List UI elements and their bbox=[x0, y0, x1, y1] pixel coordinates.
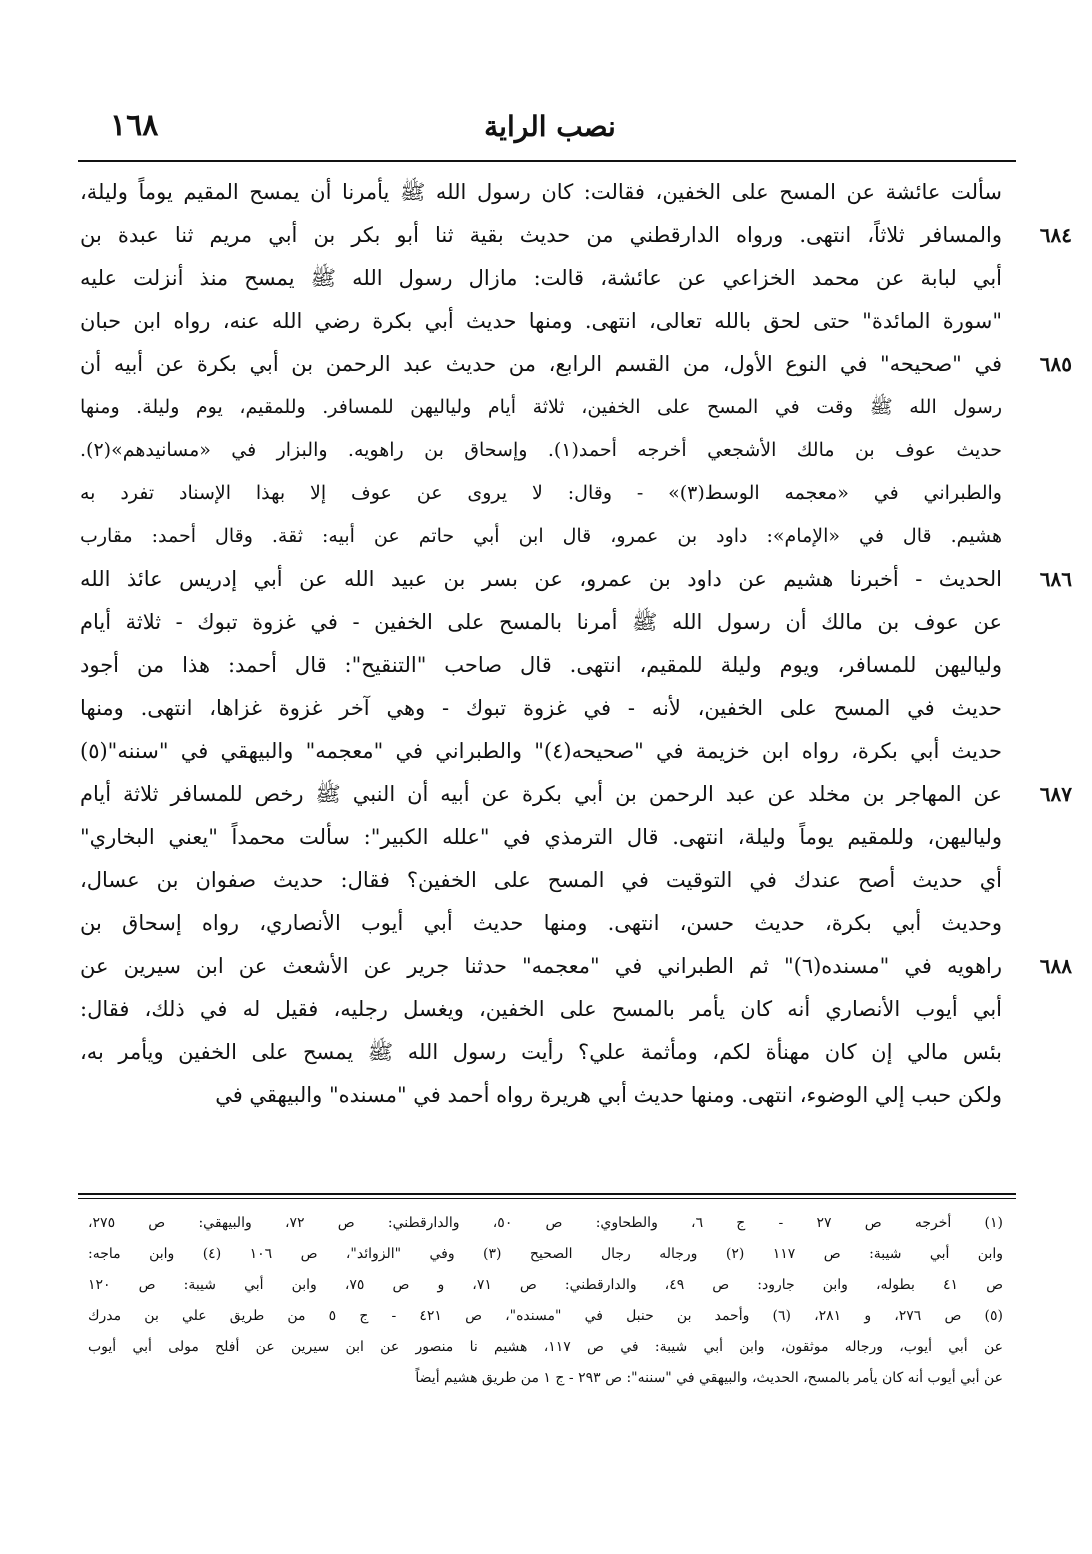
page-number: ١٦٨ bbox=[110, 108, 159, 143]
text-line bbox=[70, 258, 1020, 301]
text-line bbox=[70, 860, 1020, 903]
text-line bbox=[70, 903, 1020, 946]
footnote-line: وابن أبي شيبة: ص ١١٧ (٢) ورجاله رجال الصحيح (٣) وفي "الزوائد"، ص ١٠٦ (٤) وابن ماجه: bbox=[88, 1246, 1003, 1262]
hadith-number: ٦٨٨ bbox=[1039, 954, 1072, 978]
footnote-line: عن أبي أيوب أنه كان يأمر بالمسح، الحديث، والبيهقي في "سننه": ص ٢٩٣ - ج ١ من طريق هشيم أيضاً bbox=[415, 1370, 1003, 1386]
line-text: في "صحيحه" في النوع الأول، من القسم الرابع، من حديث عبد الرحمن بن أبي بكرة عن أبيه أن bbox=[80, 352, 1002, 376]
text-line bbox=[70, 172, 1020, 215]
text-line bbox=[70, 559, 1072, 602]
text-line bbox=[70, 387, 1020, 430]
text-line bbox=[70, 516, 1020, 559]
text-line bbox=[70, 430, 1020, 473]
line-text: أبي لبابة عن محمد الخزاعي عن عائشة، قالت: مازال رسول الله ﷺ يمسح منذ أنزلت عليه bbox=[80, 266, 1002, 290]
line-text: هشيم. قال في «الإمام»: داود بن عمرو، قال ابن أبي حاتم عن أبيه: ثقة. وقال أحمد: مقارب bbox=[80, 525, 1002, 547]
hadith-number: ٦٨٧ bbox=[1039, 782, 1072, 806]
text-line bbox=[70, 1075, 1020, 1118]
footnote-line: (١) أخرجه ص ٢٧ - ج ٦، والطحاوي: ص ٥٠، والدارقطني: ص ٧٢، والبيهقي: ص ٢٧٥، bbox=[88, 1215, 1003, 1231]
footnote-line: عن أبي أيوب، ورجاله موثقون، وابن أبي شيبة: في ص ١١٧، هشيم نا منصور عن ابن سيرين عن أفلح مولى أبي أيوب bbox=[88, 1339, 1003, 1355]
line-text: عن عوف بن مالك أن رسول الله ﷺ أمرنا بالمسح على الخفين - في غزوة تبوك - ثلاثة أيام bbox=[80, 610, 1002, 634]
footnote-line: ص ٤١ بطوله، وابن جارود: ص ٤٩، والدارقطني: ص ٧١، و ص ٧٥، وابن أبي شيبة: ص ١٢٠ bbox=[88, 1277, 1003, 1293]
text-line bbox=[70, 473, 1020, 516]
text-line bbox=[70, 301, 1020, 344]
line-text: رسول الله ﷺ وقت في المسح على الخفين، ثلاثة أيام ولياليهن للمسافر. وللمقيم، يوم وليلة. ومنها bbox=[80, 396, 1002, 418]
line-text: ولياليهن للمسافر، ويوم وليلة للمقيم، انتهى. قال صاحب "التنقيح": قال أحمد: هذا من أجود bbox=[80, 653, 1002, 677]
footnote-separator bbox=[78, 1193, 1016, 1195]
line-text: حديث أبي بكرة، رواه ابن خزيمة في "صحيحه(٤)" والطبراني في "معجمه" والبيهقي في "سننه"(٥) bbox=[80, 739, 1002, 763]
line-text: راهويه في "مسنده(٦)" ثم الطبراني في "معجمه" حدثنا جرير عن الأشعث عن ابن سيرين عن bbox=[80, 954, 1002, 978]
hadith-number: ٦٨٥ bbox=[1039, 352, 1072, 376]
text-line bbox=[70, 731, 1020, 774]
footnote-line: (٥) ص ٢٧٦، و ٢٨١، (٦) وأحمد بن حنبل في "مسنده"، ص ٤٢١ - ج ٥ من طريق علي بن مدرك bbox=[88, 1308, 1003, 1324]
hadith-number: ٦٨٤ bbox=[1039, 223, 1072, 247]
line-text: "سورة المائدة" حتى لحق بالله تعالى، انتهى. ومنها حديث أبي بكرة رضي الله عنه، رواه ابن حبان bbox=[80, 309, 1002, 333]
line-text: ولياليهن، وللمقيم يوماً وليلة، انتهى. قال الترمذي في "علله الكبير": سألت محمداً "يعني البخاري" bbox=[80, 825, 1002, 849]
text-line bbox=[70, 817, 1020, 860]
line-text: حديث في المسح على الخفين، لأنه - في غزوة تبوك - وهي آخر غزوة غزاها، انتهى. ومنها bbox=[80, 696, 1002, 720]
line-text: حديث عوف بن مالك الأشجعي أخرجه أحمد(١). وإسحاق بن راهويه. والبزار في «مسانيدهم»(٢). bbox=[80, 439, 1002, 461]
line-text: الحديث - أخبرنا هشيم عن داود بن عمرو، عن بسر بن عبيد الله عن أبي إدريس عائذ الله bbox=[80, 567, 1002, 591]
line-text: وحديث أبي بكرة، حديث حسن، انتهى. ومنها حديث أبي أيوب الأنصاري، رواه إسحاق بن bbox=[80, 911, 1002, 935]
line-text: بئس مالي إن كان مهنأة لكم، ومأثمة علي؟ رأيت رسول الله ﷺ يمسح على الخفين ويأمر به، bbox=[80, 1040, 1002, 1064]
hadith-number: ٦٨٦ bbox=[1039, 567, 1072, 591]
text-line bbox=[70, 1032, 1020, 1075]
text-line bbox=[70, 602, 1020, 645]
text-line bbox=[70, 989, 1020, 1032]
main-text bbox=[70, 172, 1072, 1118]
header-rule bbox=[78, 160, 1016, 162]
line-text: والمسافر ثلاثاً، انتهى. ورواه الدارقطني من حديث بقية ثنا أبو بكر بن أبي مريم ثنا عبدة بن bbox=[80, 223, 1002, 247]
line-text: والطبراني في «معجمه الوسط(٣)» - وقال: لا يروى عن عوف إلا بهذا الإسناد تفرد به bbox=[80, 482, 1002, 504]
footnote-separator-thin bbox=[78, 1198, 1016, 1199]
text-line bbox=[70, 946, 1072, 989]
text-line bbox=[70, 688, 1020, 731]
text-line bbox=[70, 215, 1072, 258]
text-line bbox=[70, 774, 1072, 817]
running-title: نصب الراية bbox=[484, 110, 616, 143]
text-line bbox=[70, 645, 1020, 688]
text-line bbox=[70, 344, 1072, 387]
footnotes bbox=[88, 1208, 1003, 1394]
page-header bbox=[80, 108, 1012, 150]
line-text: أبي أيوب الأنصاري أنه كان يأمر بالمسح على الخفين، ويغسل رجليه، فقيل له في ذلك، فقال: bbox=[80, 997, 1002, 1021]
line-text: عن المهاجر بن مخلد عن عبد الرحمن بن أبي بكرة عن أبيه أن النبي ﷺ رخص للمسافر ثلاثة أيام bbox=[80, 782, 1002, 806]
line-text: ولكن حبب إلي الوضوء، انتهى. ومنها حديث أبي هريرة رواه أحمد في "مسنده" والبيهقي في bbox=[215, 1083, 1002, 1107]
line-text: أي حديث أصح عندك في التوقيت في المسح على الخفين؟ فقال: حديث صفوان بن عسال، bbox=[80, 868, 1002, 892]
line-text: سألت عائشة عن المسح على الخفين، فقالت: كان رسول الله ﷺ يأمرنا أن يمسح المقيم يوماً وليلة، bbox=[80, 180, 1002, 204]
